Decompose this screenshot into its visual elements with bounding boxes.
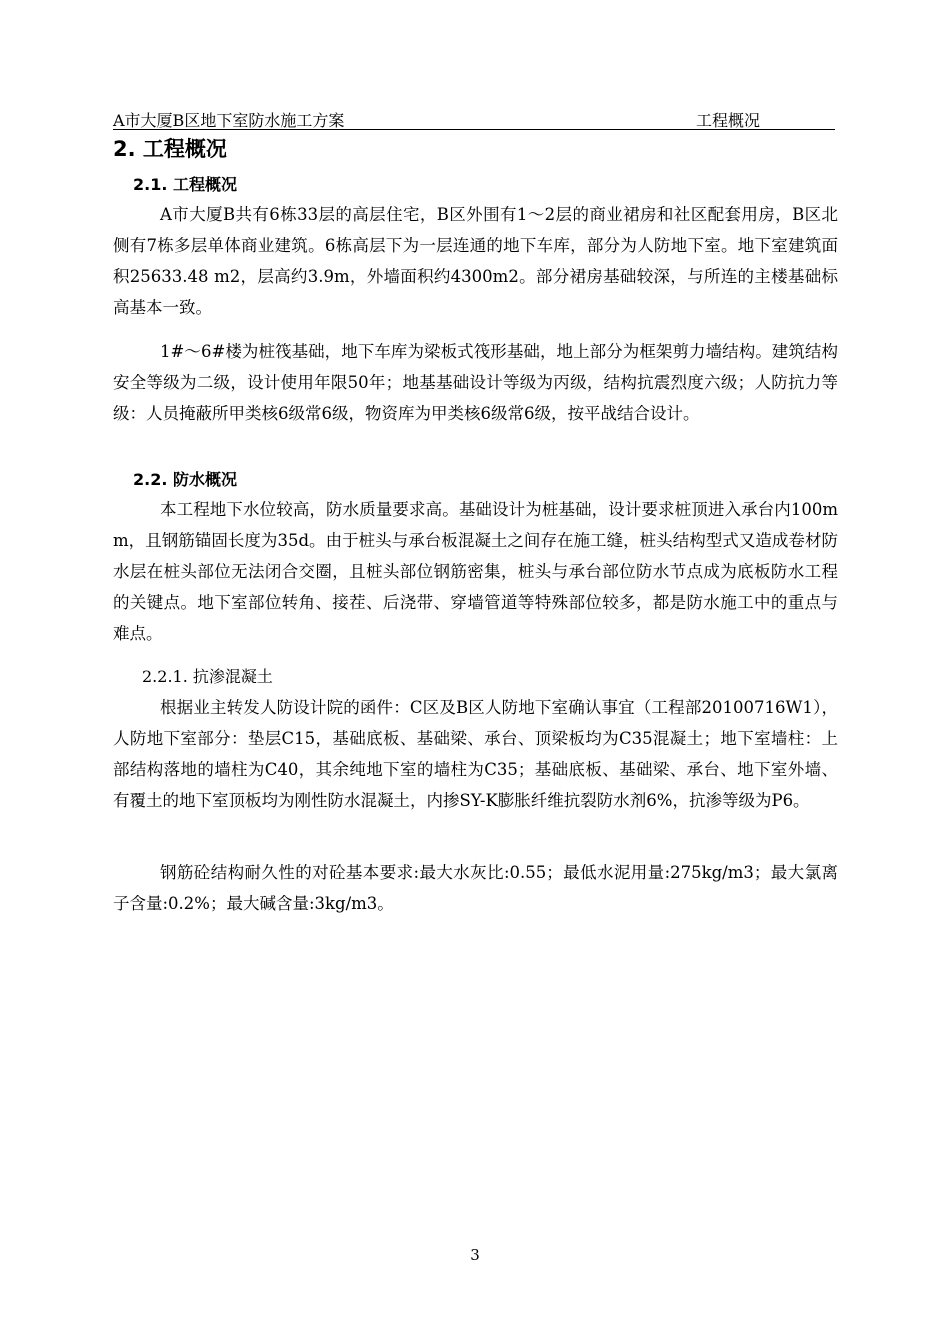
paragraph-waterproofing-1: 本工程地下水位较高，防水质量要求高。基础设计为桩基础，设计要求桩顶进入承台内100mm，且钢筋锚固长度为35d。由于桩头与承台板混凝土之间存在施工缝，桩头结构型式又造成卷材防水层在桩头部位无法闭合交圈，且桩头部位钢筋密集，桩头与承台部位防水节点成为底板防水工程的关键点。地下室部位转角、接茬、后浇带、穿墙管道等特殊部位较多，都是防水施工中的重点与难点。 [113, 500, 838, 643]
subsection-heading-waterproofing: 2.2. 防水概况 [133, 470, 237, 489]
header-section-name: 工程概况 [696, 111, 761, 130]
header-divider [113, 129, 835, 130]
section-heading: 2. 工程概况 [113, 137, 227, 161]
paragraph-concrete-1: 根据业主转发人防设计院的函件：C区及B区人防地下室确认事宜（工程部20100716W1），人防地下室部分：垫层C15，基础底板、基础梁、承台、顶梁板均为C35混凝土；地下室墙柱：上部结构落地的墙柱为C40，其余纯地下室的墙柱为C35；基础底板、基础梁、承台、地下室外墙、有覆土的地下室顶板均为刚性防水混凝土，内掺SY-K膨胀纤维抗裂防水剂6%，抗渗等级为P6。 [113, 698, 838, 810]
paragraph-overview-1: A市大厦B共有6栋33层的高层住宅，B区外围有1～2层的商业裙房和社区配套用房，B区北侧有7栋多层单体商业建筑。6栋高层下为一层连通的地下车库，部分为人防地下室。地下室建筑面积25633.48 m2，层高约3.9m，外墙面积约4300m2。部分裙房基础较深，与所连的主楼基础标高基本一致。 [113, 205, 838, 317]
paragraph-overview-2: 1#～6#楼为桩筏基础，地下车库为梁板式筏形基础，地上部分为框架剪力墙结构。建筑结构安全等级为二级，设计使用年限50年；地基基础设计等级为丙级，结构抗震烈度六级；人防抗力等级：人员掩蔽所甲类核6级常6级，物资库为甲类核6级常6级，按平战结合设计。 [113, 342, 838, 423]
subsubsection-heading-impermeable-concrete: 2.2.1. 抗渗混凝土 [142, 667, 273, 686]
paragraph-concrete-2: 钢筋砼结构耐久性的对砼基本要求:最大水灰比:0.55；最低水泥用量:275kg/m3；最大氯离子含量:0.2%；最大碱含量:3kg/m3。 [113, 863, 838, 913]
page-number: 3 [470, 1246, 480, 1264]
header-document-title: A市大厦B区地下室防水施工方案 [113, 111, 345, 130]
subsection-heading-overview: 2.1. 工程概况 [133, 175, 237, 194]
